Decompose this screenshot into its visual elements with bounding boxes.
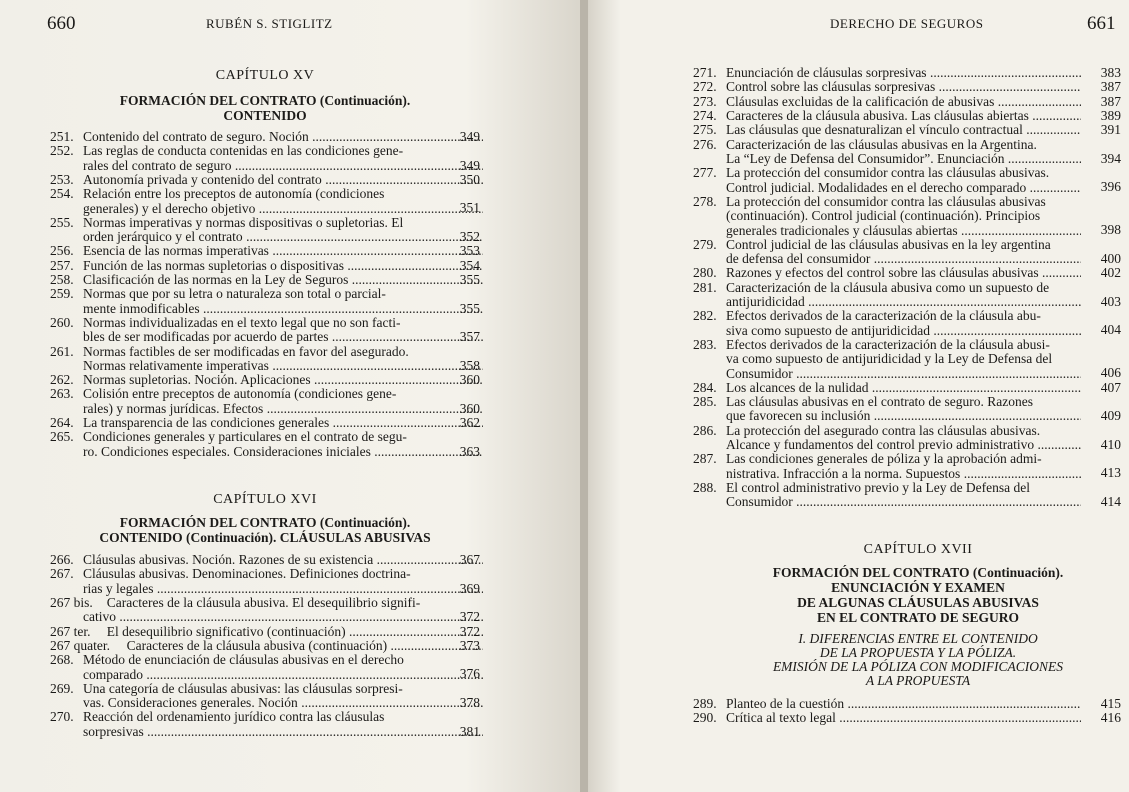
- entry-page-number: 387: [1100, 93, 1121, 109]
- entry-page-number: 355: [459, 272, 480, 287]
- section-heading: I. DIFERENCIAS ENTRE EL CONTENIDO DE LA PROPUESTA Y LA PÓLIZA. EMISIÓN DE LA PÓLIZA CON MODIFICACIONES A LA PROPUESTA: [772, 631, 1064, 688]
- entry-page-number: 353: [459, 243, 480, 259]
- entry-page-number: 372: [459, 609, 480, 625]
- chapter-label: CAPÍTULO XV: [215, 68, 315, 83]
- toc-entry[interactable]: [50, 216, 490, 245]
- entry-page-number: 363: [459, 443, 480, 459]
- entry-page-number: 402: [1100, 265, 1121, 281]
- entry-number: 272.: [693, 79, 717, 95]
- entry-number: 283.: [693, 336, 717, 352]
- entry-title-line: Cláusulas excluidas de la calificación de abusivas .....: [726, 95, 1081, 110]
- entry-number: 277.: [693, 165, 717, 181]
- toc-entry[interactable]: [693, 109, 1123, 123]
- entry-title-line: (continuación). Control judicial (continuación). Principios: [726, 209, 1041, 224]
- entry-title-line: Consumidor .....: [726, 495, 1081, 510]
- entry-number: 267 quater.: [50, 637, 110, 653]
- entry-title-line: La protección del consumidor contra las cláusulas abusivas.: [726, 166, 1050, 181]
- entry-page-number: 362: [459, 415, 480, 430]
- entry-title-line: Normas individualizadas en el texto legal que no son facti-: [83, 315, 401, 330]
- toc-entry[interactable]: [50, 625, 490, 639]
- toc-entry[interactable]: [50, 273, 490, 287]
- entry-number: 262.: [50, 372, 74, 388]
- toc-entry[interactable]: [693, 381, 1123, 395]
- entry-title-line: generales tradicionales y cláusulas abiertas .....: [726, 224, 1081, 239]
- entry-page-number: 391: [1100, 122, 1121, 138]
- entry-page-number: 409: [1100, 408, 1121, 424]
- entry-number: 267 ter.: [50, 623, 91, 639]
- entry-number: 276.: [693, 136, 717, 152]
- entry-title-line: orden jerárquico y el contrato .....: [83, 230, 483, 245]
- toc-entry[interactable]: [50, 416, 490, 430]
- entry-title-line: La protección del consumidor contra las cláusulas abusivas: [726, 194, 1046, 209]
- entry-page-number: 373: [459, 637, 480, 653]
- entry-page-number: 354: [459, 257, 480, 273]
- entry-page-number: 394: [1100, 150, 1121, 166]
- entry-title-line: Caracteres de la cláusula abusiva (continuación) .....: [127, 639, 483, 654]
- toc-entry[interactable]: [693, 266, 1123, 280]
- entry-number: 255.: [50, 214, 74, 230]
- entry-number: 279.: [693, 236, 717, 252]
- toc-entry[interactable]: [50, 144, 490, 173]
- entry-title-line: Método de enunciación de cláusulas abusivas en el derecho: [83, 653, 404, 668]
- entry-title-line: Caracteres de la cláusula abusiva. El desequilibrio signifi-: [106, 595, 421, 610]
- running-head: DERECHO DE SEGUROS: [830, 16, 984, 31]
- entry-number: 261.: [50, 343, 74, 359]
- entry-title-line: Efectos derivados de la caracterización de la cláusula abu-: [726, 309, 1041, 324]
- toc-entry[interactable]: [693, 66, 1123, 80]
- entry-page-number: 403: [1100, 293, 1121, 309]
- entry-title-line: ro. Condiciones especiales. Consideraciones iniciales .....: [83, 445, 483, 460]
- entry-page-number: 349: [459, 157, 480, 173]
- chapter-heading: FORMACIÓN DEL CONTRATO (Continuación). ENUNCIACIÓN Y EXAMEN DE ALGUNAS CLÁUSULAS ABUSIVAS EN EL CONTRATO DE SEGURO: [772, 565, 1064, 625]
- page-number: 661: [1087, 13, 1116, 34]
- entry-title-line: Crítica al texto legal .....: [726, 711, 1081, 726]
- toc-entry[interactable]: [693, 711, 1123, 725]
- entry-page-number: 367: [459, 552, 480, 567]
- entry-title-line: siva como supuesto de antijuridicidad .....: [726, 324, 1081, 339]
- entry-number: 280.: [693, 265, 717, 281]
- entry-title-line: Función de las normas supletorias o dispositivas .....: [83, 259, 483, 274]
- entry-title-line: Clasificación de las normas en la Ley de Seguros .....: [83, 273, 483, 288]
- entry-title-line: Control judicial. Modalidades en el derecho comparado .....: [726, 181, 1081, 196]
- entry-title-line: antijuridicidad .....: [726, 295, 1081, 310]
- entry-title-line: Normas que por su letra o naturaleza son total o parcial-: [83, 287, 386, 302]
- toc-entry[interactable]: [50, 430, 490, 459]
- toc-entry[interactable]: [693, 166, 1123, 195]
- toc-entry[interactable]: [693, 338, 1123, 381]
- toc-entry[interactable]: [50, 373, 490, 387]
- entry-title-line: que favorecen su inclusión .....: [726, 409, 1081, 424]
- entry-page-number: 407: [1100, 379, 1121, 395]
- entry-number: 265.: [50, 429, 74, 445]
- entry-number: 281.: [693, 279, 717, 295]
- entry-page-number: 352: [459, 229, 480, 245]
- entry-page-number: 360: [459, 372, 480, 388]
- toc-entry[interactable]: [693, 481, 1123, 510]
- toc-entry[interactable]: [50, 259, 490, 273]
- toc-entry[interactable]: [693, 195, 1123, 238]
- chapter-heading: FORMACIÓN DEL CONTRATO (Continuación). CONTENIDO (Continuación). CLÁUSULAS ABUSIVAS: [99, 515, 431, 545]
- entry-number: 254.: [50, 186, 74, 202]
- entry-number: 264.: [50, 415, 74, 430]
- entry-title-line: mente inmodificables .....: [83, 302, 483, 317]
- entry-page-number: 372: [459, 623, 480, 639]
- entry-title-line: Una categoría de cláusulas abusivas: las cláusulas sorpresi-: [83, 681, 403, 696]
- entry-number: 287.: [693, 451, 717, 467]
- entry-number: 288.: [693, 479, 717, 495]
- toc-entry[interactable]: [50, 287, 490, 316]
- toc-entry[interactable]: [693, 123, 1123, 137]
- entry-title-line: La transparencia de las condiciones generales .....: [83, 416, 483, 431]
- entry-number: 268.: [50, 652, 74, 668]
- entry-title-line: comparado .....: [83, 668, 483, 683]
- entry-page-number: 413: [1100, 465, 1121, 481]
- toc-entry[interactable]: [693, 238, 1123, 267]
- entry-number: 284.: [693, 379, 717, 395]
- entry-number: 260.: [50, 314, 74, 330]
- entry-title-line: Relación entre los preceptos de autonomía (condiciones: [83, 187, 385, 202]
- entry-number: 289.: [693, 696, 717, 711]
- entry-title-line: Autonomía privada y contenido del contrato .....: [83, 173, 483, 188]
- toc-entry[interactable]: [50, 682, 490, 711]
- toc-entry[interactable]: [50, 710, 490, 739]
- entry-title-line: Condiciones generales y particulares en el contrato de segu-: [83, 430, 407, 445]
- entry-title-line: Esencia de las normas imperativas .....: [83, 244, 483, 259]
- entry-title-line: Consumidor .....: [726, 367, 1081, 382]
- entry-number: 290.: [693, 710, 717, 726]
- chapter-heading: FORMACIÓN DEL CONTRATO (Continuación). CONTENIDO: [119, 93, 411, 123]
- toc-entry[interactable]: [50, 553, 490, 567]
- toc-entry[interactable]: [50, 387, 490, 416]
- entry-title-line: Las reglas de conducta contenidas en las condiciones gene-: [83, 144, 404, 159]
- entry-page-number: 376: [459, 666, 480, 682]
- entry-page-number: 406: [1100, 365, 1121, 381]
- entry-title-line: bles de ser modificadas por acuerdo de partes .....: [83, 330, 483, 345]
- toc-entry[interactable]: [50, 130, 490, 144]
- page-number: 660: [47, 13, 76, 34]
- toc-entry[interactable]: [693, 309, 1123, 338]
- entry-title-line: rias y legales .....: [83, 582, 483, 597]
- entry-title-line: Las cláusulas que desnaturalizan el vínculo contractual .....: [726, 123, 1081, 138]
- entry-page-number: 416: [1100, 710, 1121, 726]
- entry-number: 253.: [50, 171, 74, 187]
- entry-number: 285.: [693, 393, 717, 409]
- entry-number: 282.: [693, 308, 717, 324]
- entry-number: 251.: [50, 129, 74, 144]
- entry-number: 273.: [693, 93, 717, 109]
- entry-title-line: nistrativa. Infracción a la norma. Supuestos .....: [726, 467, 1081, 482]
- toc-entry[interactable]: [693, 281, 1123, 310]
- entry-title-line: El control administrativo previo y la Ley de Defensa del: [726, 480, 1031, 495]
- entry-page-number: 398: [1100, 222, 1121, 238]
- entry-title-line: Alcance y fundamentos del control previo administrativo .....: [726, 438, 1081, 453]
- entry-title-line: Razones y efectos del control sobre las cláusulas abusivas .....: [726, 266, 1081, 281]
- toc-entry[interactable]: [693, 80, 1123, 94]
- entry-title-line: La “Ley de Defensa del Consumidor”. Enunciación .....: [726, 152, 1081, 167]
- entry-page-number: 383: [1100, 65, 1121, 80]
- entry-number: 267 bis.: [50, 594, 93, 610]
- toc-entry[interactable]: [50, 345, 490, 374]
- entry-title-line: Normas imperativas y normas dispositivas o supletorias. El: [83, 215, 404, 230]
- entry-title-line: de defensa del consumidor .....: [726, 252, 1081, 267]
- toc-entry[interactable]: [693, 424, 1123, 453]
- toc-entry[interactable]: [693, 138, 1123, 167]
- entry-page-number: 355: [459, 300, 480, 316]
- toc-entry[interactable]: [693, 395, 1123, 424]
- entry-page-number: 410: [1100, 436, 1121, 452]
- entry-title-line: Los alcances de la nulidad .....: [726, 381, 1081, 396]
- entry-number: 267.: [50, 566, 74, 582]
- entry-page-number: 400: [1100, 250, 1121, 266]
- entry-number: 258.: [50, 272, 74, 287]
- toc-entry[interactable]: [50, 653, 490, 682]
- entry-page-number: 389: [1100, 107, 1121, 123]
- toc-entry[interactable]: [50, 567, 490, 596]
- entry-title-line: Colisión entre preceptos de autonomía (condiciones gene-: [83, 387, 397, 402]
- entry-page-number: 358: [459, 357, 480, 373]
- entry-number: 275.: [693, 122, 717, 138]
- entry-title-line: Normas factibles de ser modificadas en favor del asegurado.: [83, 344, 409, 359]
- entry-title-line: Cláusulas abusivas. Denominaciones. Definiciones doctrina-: [83, 567, 411, 582]
- toc-entry[interactable]: [50, 173, 490, 187]
- entry-page-number: 351: [459, 200, 480, 216]
- entry-title-line: El desequilibrio significativo (continuación) .....: [107, 625, 483, 640]
- entry-title-line: Normas relativamente imperativas .....: [83, 359, 483, 374]
- entry-title-line: Normas supletorias. Noción. Aplicaciones .....: [83, 373, 483, 388]
- entry-page-number: 360: [459, 400, 480, 416]
- entry-title-line: Las cláusulas abusivas en el contrato de seguro. Razones: [726, 394, 1034, 409]
- running-head: RUBÉN S. STIGLITZ: [206, 16, 333, 31]
- entry-number: 286.: [693, 422, 717, 438]
- entry-number: 269.: [50, 680, 74, 696]
- chapter-label: CAPÍTULO XVI: [213, 492, 317, 507]
- entry-title-line: Contenido del contrato de seguro. Noción .....: [83, 130, 483, 145]
- entry-page-number: 350: [459, 171, 480, 187]
- entry-title-line: cativo .....: [83, 610, 483, 625]
- entry-number: 259.: [50, 286, 74, 302]
- toc-entry[interactable]: [50, 316, 490, 345]
- entry-title-line: sorpresivas .....: [83, 725, 483, 740]
- entry-title-line: Control judicial de las cláusulas abusivas en la ley argentina: [726, 237, 1051, 252]
- entry-title-line: Reacción del ordenamiento jurídico contra las cláusulas: [83, 710, 385, 725]
- entry-title-line: generales) y el derecho objetivo .....: [83, 202, 483, 217]
- entry-title-line: Planteo de la cuestión .....: [726, 697, 1081, 712]
- entry-number: 271.: [693, 65, 717, 80]
- toc-entry[interactable]: [50, 187, 490, 216]
- entry-number: 263.: [50, 386, 74, 402]
- entry-title-line: Caracterización de las cláusulas abusivas en la Argentina.: [726, 137, 1037, 152]
- entry-number: 257.: [50, 257, 74, 273]
- entry-title-line: La protección del asegurado contra las cláusulas abusivas.: [726, 423, 1041, 438]
- entry-number: 270.: [50, 709, 74, 725]
- entry-number: 278.: [693, 193, 717, 209]
- toc-entry[interactable]: [693, 452, 1123, 481]
- entry-title-line: Efectos derivados de la caracterización de la cláusula abusi-: [726, 337, 1050, 352]
- right-page: [588, 0, 1129, 792]
- entry-number: 256.: [50, 243, 74, 259]
- entry-page-number: 404: [1100, 322, 1121, 338]
- entry-title-line: rales del contrato de seguro .....: [83, 159, 483, 174]
- entry-title-line: vas. Consideraciones generales. Noción .....: [83, 696, 483, 711]
- chapter-label: CAPÍTULO XVII: [863, 542, 973, 557]
- entry-page-number: 396: [1100, 179, 1121, 195]
- entry-title-line: Cláusulas abusivas. Noción. Razones de su existencia .....: [83, 553, 483, 568]
- entry-title-line: rales) y normas jurídicas. Efectos .....: [83, 402, 483, 417]
- entry-title-line: va como supuesto de antijuridicidad y la Ley de Defensa del: [726, 352, 1053, 367]
- entry-page-number: 415: [1100, 696, 1121, 711]
- toc-entry[interactable]: [50, 596, 490, 625]
- toc-entry[interactable]: [693, 95, 1123, 109]
- entry-page-number: 387: [1100, 79, 1121, 95]
- toc-entry[interactable]: [50, 244, 490, 258]
- entry-title-line: Caracterización de la cláusula abusiva como un supuesto de: [726, 280, 1050, 295]
- entry-page-number: 369: [459, 580, 480, 596]
- entry-title-line: Control sobre las cláusulas sorpresivas .....: [726, 80, 1081, 95]
- toc-entry[interactable]: [50, 639, 490, 653]
- entry-page-number: 357: [459, 329, 480, 345]
- entry-title-line: Caracteres de la cláusula abusiva. Las cláusulas abiertas .....: [726, 109, 1081, 124]
- entry-page-number: 349: [459, 129, 480, 144]
- entry-title-line: Las condiciones generales de póliza y la aprobación admi-: [726, 452, 1042, 467]
- entry-number: 274.: [693, 107, 717, 123]
- entry-title-line: Enunciación de cláusulas sorpresivas .....: [726, 66, 1081, 81]
- entry-number: 266.: [50, 552, 74, 567]
- entry-page-number: 378: [459, 694, 480, 710]
- entry-number: 252.: [50, 143, 74, 159]
- entry-page-number: 381: [459, 723, 480, 739]
- toc-entry[interactable]: [693, 697, 1123, 711]
- entry-page-number: 414: [1100, 493, 1121, 509]
